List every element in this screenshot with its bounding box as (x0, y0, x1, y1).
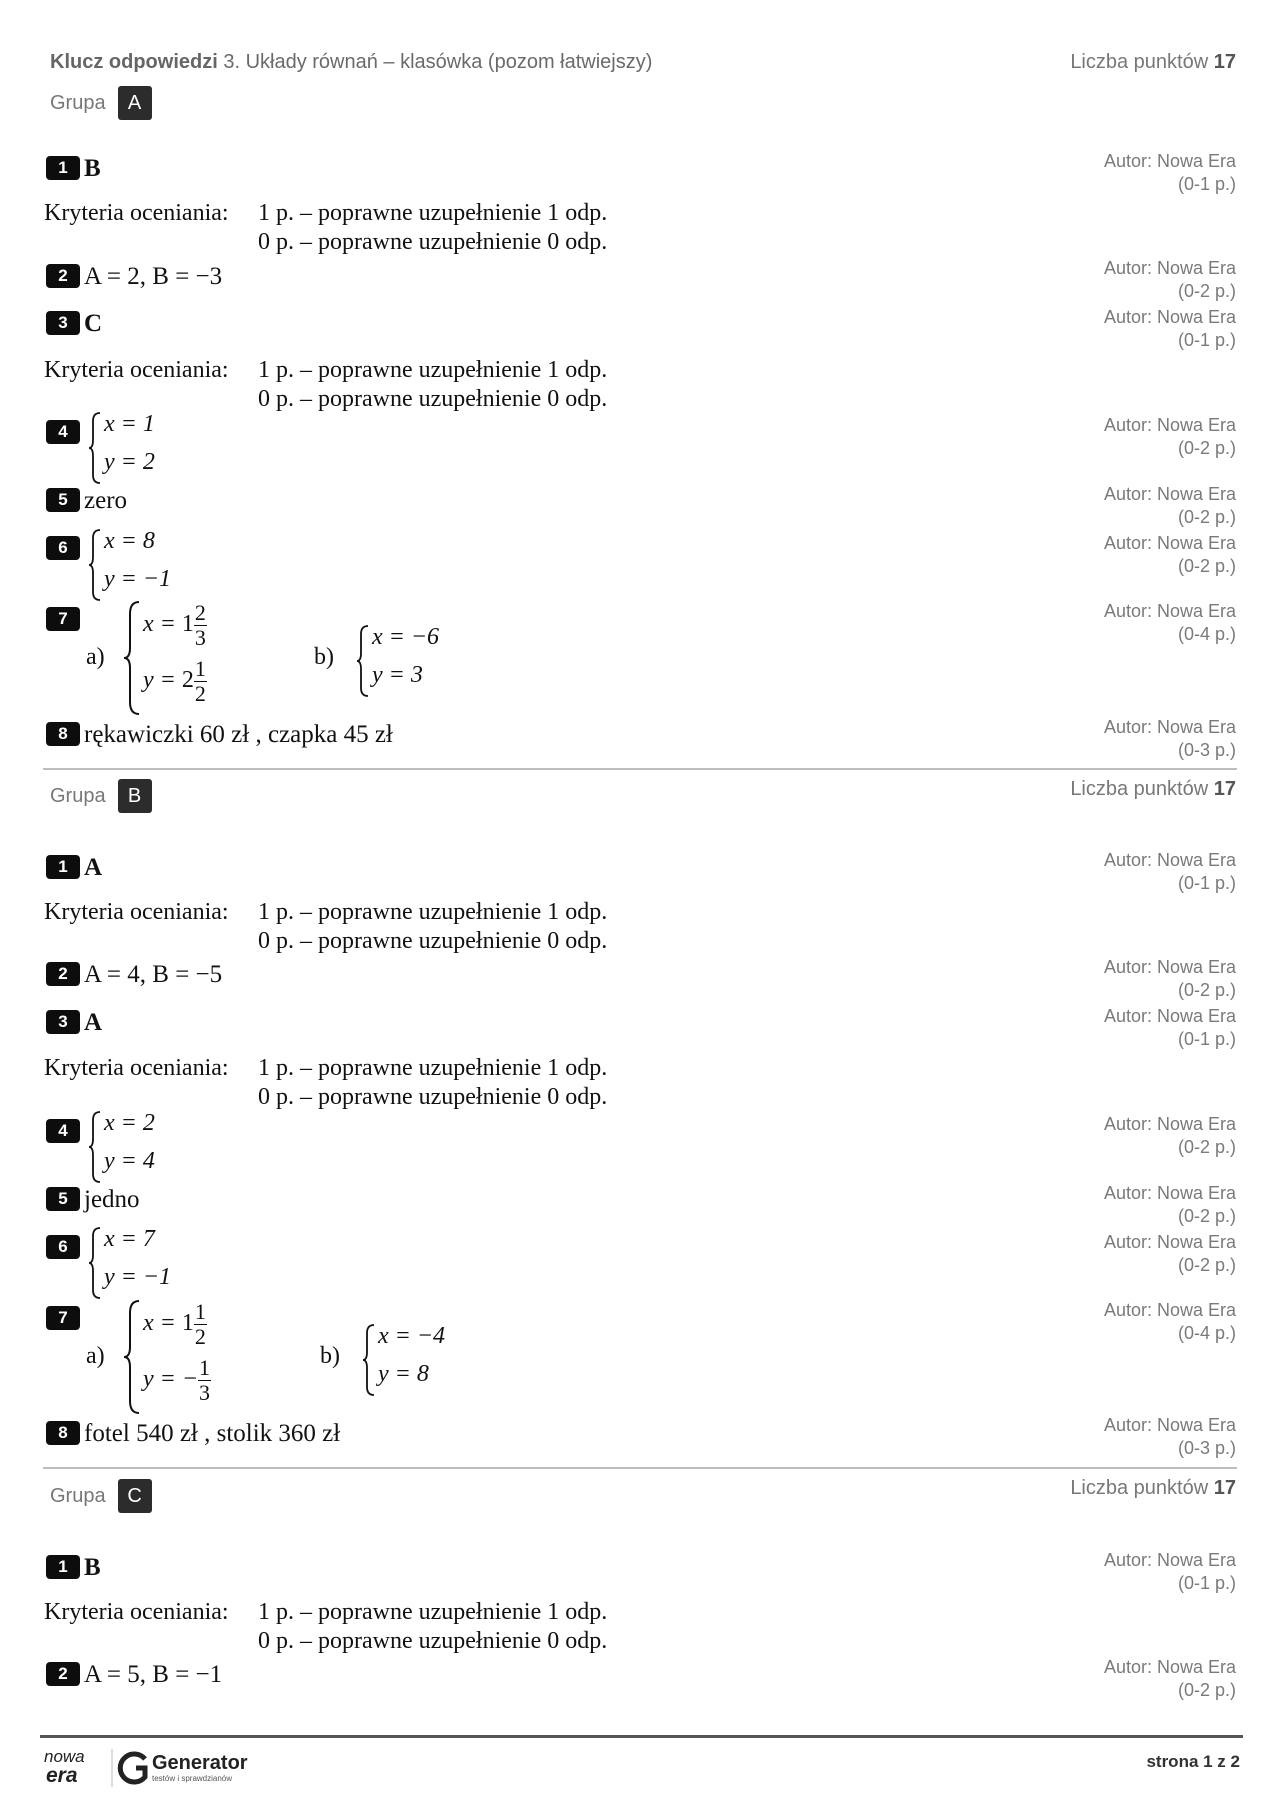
question-number-badge: 7 (46, 607, 80, 631)
criteria-line-1: 1 p. – poprawne uzupełnienie 1 odp. (258, 899, 608, 925)
left-brace (122, 1299, 142, 1415)
question-1-b (46, 855, 102, 880)
equation-row-2: y = 8 (378, 1361, 429, 1387)
question-number-badge: 5 (46, 1187, 80, 1211)
author-points-8-a (1104, 716, 1236, 762)
question-6-b (46, 1235, 84, 1259)
question-number-badge: 8 (46, 1421, 80, 1445)
points-range: (0-2 p.) (1177, 438, 1236, 458)
author-points-2-a (1104, 257, 1236, 303)
equation-row-2: y = − $\frac{1}{3}$ (143, 1355, 211, 1405)
criteria-line-2: 0 p. – poprawne uzupełnienie 0 odp. (258, 229, 608, 255)
question-number-badge: 3 (46, 1010, 80, 1034)
author-points-2-b (1104, 956, 1236, 1002)
author-label: Autor: Nowa Era (1103, 1183, 1236, 1203)
fraction: $\frac{1}{3}$ (199, 1355, 211, 1405)
author-points-7-a (1104, 600, 1236, 646)
svg-text:testów i sprawdzianów: testów i sprawdzianów (152, 1774, 233, 1783)
question-number-badge: 2 (46, 1662, 80, 1686)
author-points-3-b (1104, 1005, 1236, 1051)
points-range: (0-4 p.) (1177, 624, 1236, 644)
equation-row-2: y = −1 (104, 1264, 172, 1290)
points-range: (0-2 p.) (1177, 556, 1236, 576)
fraction: $\frac{2}{3}$ (194, 600, 206, 650)
equation-row-1: x = 8 (104, 528, 155, 554)
left-brace (88, 1226, 102, 1300)
points-range: (0-3 p.) (1177, 1438, 1236, 1458)
points-range: (0-2 p.) (1177, 1680, 1236, 1700)
group-label: Grupa (50, 1484, 106, 1507)
author-points-1-c (1104, 1549, 1236, 1595)
question-1-c (46, 1555, 101, 1580)
group-badge: A (118, 86, 152, 120)
equation-row-1: x = 1 $\frac{1}{2}$ (143, 1299, 206, 1349)
left-brace (88, 1110, 102, 1184)
group-badge: B (118, 779, 152, 813)
criteria-line-2: 0 p. – poprawne uzupełnienie 0 odp. (258, 928, 608, 954)
question-number-badge: 5 (46, 488, 80, 512)
question-number-badge: 4 (46, 1119, 80, 1143)
publisher-logo (42, 1745, 287, 1790)
equation-row-1: x = 1 $\frac{2}{3}$ (143, 600, 206, 650)
question-2-b (46, 962, 222, 987)
answer-text: jedno (84, 1186, 140, 1213)
criteria-line-2: 0 p. – poprawne uzupełnienie 0 odp. (258, 1628, 608, 1654)
criteria-line-1: 1 p. – poprawne uzupełnienie 1 odp. (258, 200, 608, 226)
author-label: Autor: Nowa Era (1103, 1657, 1236, 1677)
answer-text: A (84, 854, 103, 881)
author-label: Autor: Nowa Era (1103, 1415, 1236, 1435)
group-header-b (50, 778, 152, 814)
question-number-badge: 2 (46, 962, 80, 986)
footer-divider (40, 1735, 1243, 1738)
question-number-badge: 7 (46, 1306, 80, 1330)
page-number: strona 1 z 2 (1146, 1752, 1240, 1771)
author-label: Autor: Nowa Era (1103, 601, 1236, 621)
criteria-label: Kryteria oceniania: (44, 200, 229, 226)
author-label: Autor: Nowa Era (1103, 484, 1236, 504)
points-range: (0-2 p.) (1177, 507, 1236, 527)
points-total-c: Liczba punktów 17 (1070, 1477, 1236, 1499)
author-label: Autor: Nowa Era (1103, 533, 1236, 553)
equation-row-1: x = 1 (104, 411, 155, 437)
points-range: (0-2 p.) (1177, 281, 1236, 301)
author-label: Autor: Nowa Era (1103, 1550, 1236, 1570)
points-range: (0-1 p.) (1177, 873, 1236, 893)
subpart-a-label: a) (86, 1343, 105, 1369)
points-total-b: Liczba punktów 17 (1070, 778, 1236, 800)
question-4-a (46, 420, 84, 444)
author-label: Autor: Nowa Era (1103, 717, 1236, 737)
author-points-2-c (1104, 1656, 1236, 1702)
question-5-b (46, 1187, 140, 1212)
group-badge: C (118, 1479, 152, 1513)
group-label: Grupa (50, 784, 106, 807)
author-points-3-a (1104, 306, 1236, 352)
answer-text: fotel 540 zł , stolik 360 zł (84, 1420, 341, 1447)
question-7-b (46, 1306, 84, 1330)
question-number-badge: 2 (46, 264, 80, 288)
author-points-1-a (1104, 150, 1236, 196)
author-points-6-a (1104, 532, 1236, 578)
answer-text: B (84, 1554, 101, 1581)
fraction: $\frac{1}{2}$ (194, 656, 206, 706)
group-divider (43, 768, 1237, 770)
criteria-line-1: 1 p. – poprawne uzupełnienie 1 odp. (258, 357, 608, 383)
equation-row-2: y = 3 (372, 662, 423, 688)
criteria-line-2: 0 p. – poprawne uzupełnienie 0 odp. (258, 1084, 608, 1110)
author-label: Autor: Nowa Era (1103, 258, 1236, 278)
points-range: (0-2 p.) (1177, 1137, 1236, 1157)
question-number-badge: 6 (46, 536, 80, 560)
question-number-badge: 4 (46, 420, 80, 444)
points-range: (0-2 p.) (1177, 1206, 1236, 1226)
question-6-a (46, 536, 84, 560)
left-brace (122, 600, 142, 716)
question-number-badge: 8 (46, 722, 80, 746)
question-1-a (46, 156, 101, 181)
question-number-badge: 3 (46, 311, 80, 335)
points-total-a: Liczba punktów 17 (1070, 51, 1236, 73)
points-range: (0-1 p.) (1177, 330, 1236, 350)
question-8-b (46, 1421, 340, 1446)
question-4-b (46, 1119, 84, 1143)
group-header-c (50, 1478, 152, 1514)
author-points-5-b (1104, 1182, 1236, 1228)
equation-row-1: x = −4 (378, 1323, 446, 1349)
question-number-badge: 1 (46, 1555, 80, 1579)
criteria-label: Kryteria oceniania: (44, 899, 229, 925)
author-label: Autor: Nowa Era (1103, 1114, 1236, 1134)
author-label: Autor: Nowa Era (1103, 415, 1236, 435)
equation-row-2: y = 4 (104, 1148, 155, 1174)
points-range: (0-2 p.) (1177, 980, 1236, 1000)
group-divider (43, 1467, 1237, 1469)
points-range: (0-4 p.) (1177, 1323, 1236, 1343)
answer-text: A = 2, B = −3 (84, 263, 223, 290)
document-title (50, 51, 652, 74)
answer-text: C (84, 310, 103, 337)
author-points-7-b (1104, 1299, 1236, 1345)
author-points-8-b (1104, 1414, 1236, 1460)
title-bold: Klucz odpowiedzi (50, 51, 218, 73)
answer-text: A = 4, B = −5 (84, 961, 223, 988)
svg-text:nowa: nowa (44, 1747, 85, 1766)
criteria-label: Kryteria oceniania: (44, 357, 229, 383)
fraction: $\frac{1}{2}$ (194, 1299, 206, 1349)
points-range: (0-1 p.) (1177, 1573, 1236, 1593)
author-points-4-a (1104, 414, 1236, 460)
question-7-a (46, 607, 84, 631)
points-range: (0-3 p.) (1177, 740, 1236, 760)
answer-text: A = 5, B = −1 (84, 1661, 223, 1688)
author-label: Autor: Nowa Era (1103, 1300, 1236, 1320)
left-brace (88, 528, 102, 602)
left-brace (356, 624, 370, 698)
answer-text: zero (84, 487, 128, 514)
svg-text:era: era (46, 1764, 78, 1787)
question-number-badge: 1 (46, 855, 80, 879)
author-label: Autor: Nowa Era (1103, 850, 1236, 870)
question-2-a (46, 264, 222, 289)
author-label: Autor: Nowa Era (1103, 1006, 1236, 1026)
author-points-5-a (1104, 483, 1236, 529)
author-label: Autor: Nowa Era (1103, 957, 1236, 977)
title-rest: 3. Układy równań – klasówka (pozom łatwiejszy) (223, 51, 653, 73)
answer-text: A (84, 1009, 103, 1036)
points-range: (0-2 p.) (1177, 1255, 1236, 1275)
criteria-line-1: 1 p. – poprawne uzupełnienie 1 odp. (258, 1599, 608, 1625)
question-8-a (46, 722, 393, 747)
equation-row-2: y = −1 (104, 566, 172, 592)
author-points-6-b (1104, 1231, 1236, 1277)
left-brace (88, 411, 102, 485)
subpart-a-label: a) (86, 644, 105, 670)
svg-text:Generator: Generator (152, 1752, 248, 1774)
criteria-line-2: 0 p. – poprawne uzupełnienie 0 odp. (258, 386, 608, 412)
points-range: (0-1 p.) (1177, 174, 1236, 194)
left-brace (362, 1323, 376, 1397)
author-points-4-b (1104, 1113, 1236, 1159)
criteria-line-1: 1 p. – poprawne uzupełnienie 1 odp. (258, 1055, 608, 1081)
question-3-b (46, 1010, 102, 1035)
question-number-badge: 1 (46, 156, 80, 180)
group-label: Grupa (50, 91, 106, 114)
group-header-a (50, 85, 152, 121)
subpart-b-label: b) (320, 1343, 340, 1369)
equation-row-2: y = 2 (104, 449, 155, 475)
criteria-label: Kryteria oceniania: (44, 1055, 229, 1081)
question-5-a (46, 488, 127, 513)
criteria-label: Kryteria oceniania: (44, 1599, 229, 1625)
author-points-1-b (1104, 849, 1236, 895)
equation-row-1: x = −6 (372, 624, 440, 650)
question-2-c (46, 1662, 222, 1687)
author-label: Autor: Nowa Era (1103, 1232, 1236, 1252)
equation-row-2: y = 2 $\frac{1}{2}$ (143, 656, 206, 706)
author-label: Autor: Nowa Era (1103, 307, 1236, 327)
points-range: (0-1 p.) (1177, 1029, 1236, 1049)
answer-text: B (84, 155, 101, 182)
equation-row-1: x = 7 (104, 1226, 155, 1252)
equation-row-1: x = 2 (104, 1110, 155, 1136)
answer-text: rękawiczki 60 zł , czapka 45 zł (84, 721, 393, 748)
subpart-b-label: b) (314, 644, 334, 670)
question-number-badge: 6 (46, 1235, 80, 1259)
question-3-a (46, 311, 102, 336)
author-label: Autor: Nowa Era (1103, 151, 1236, 171)
